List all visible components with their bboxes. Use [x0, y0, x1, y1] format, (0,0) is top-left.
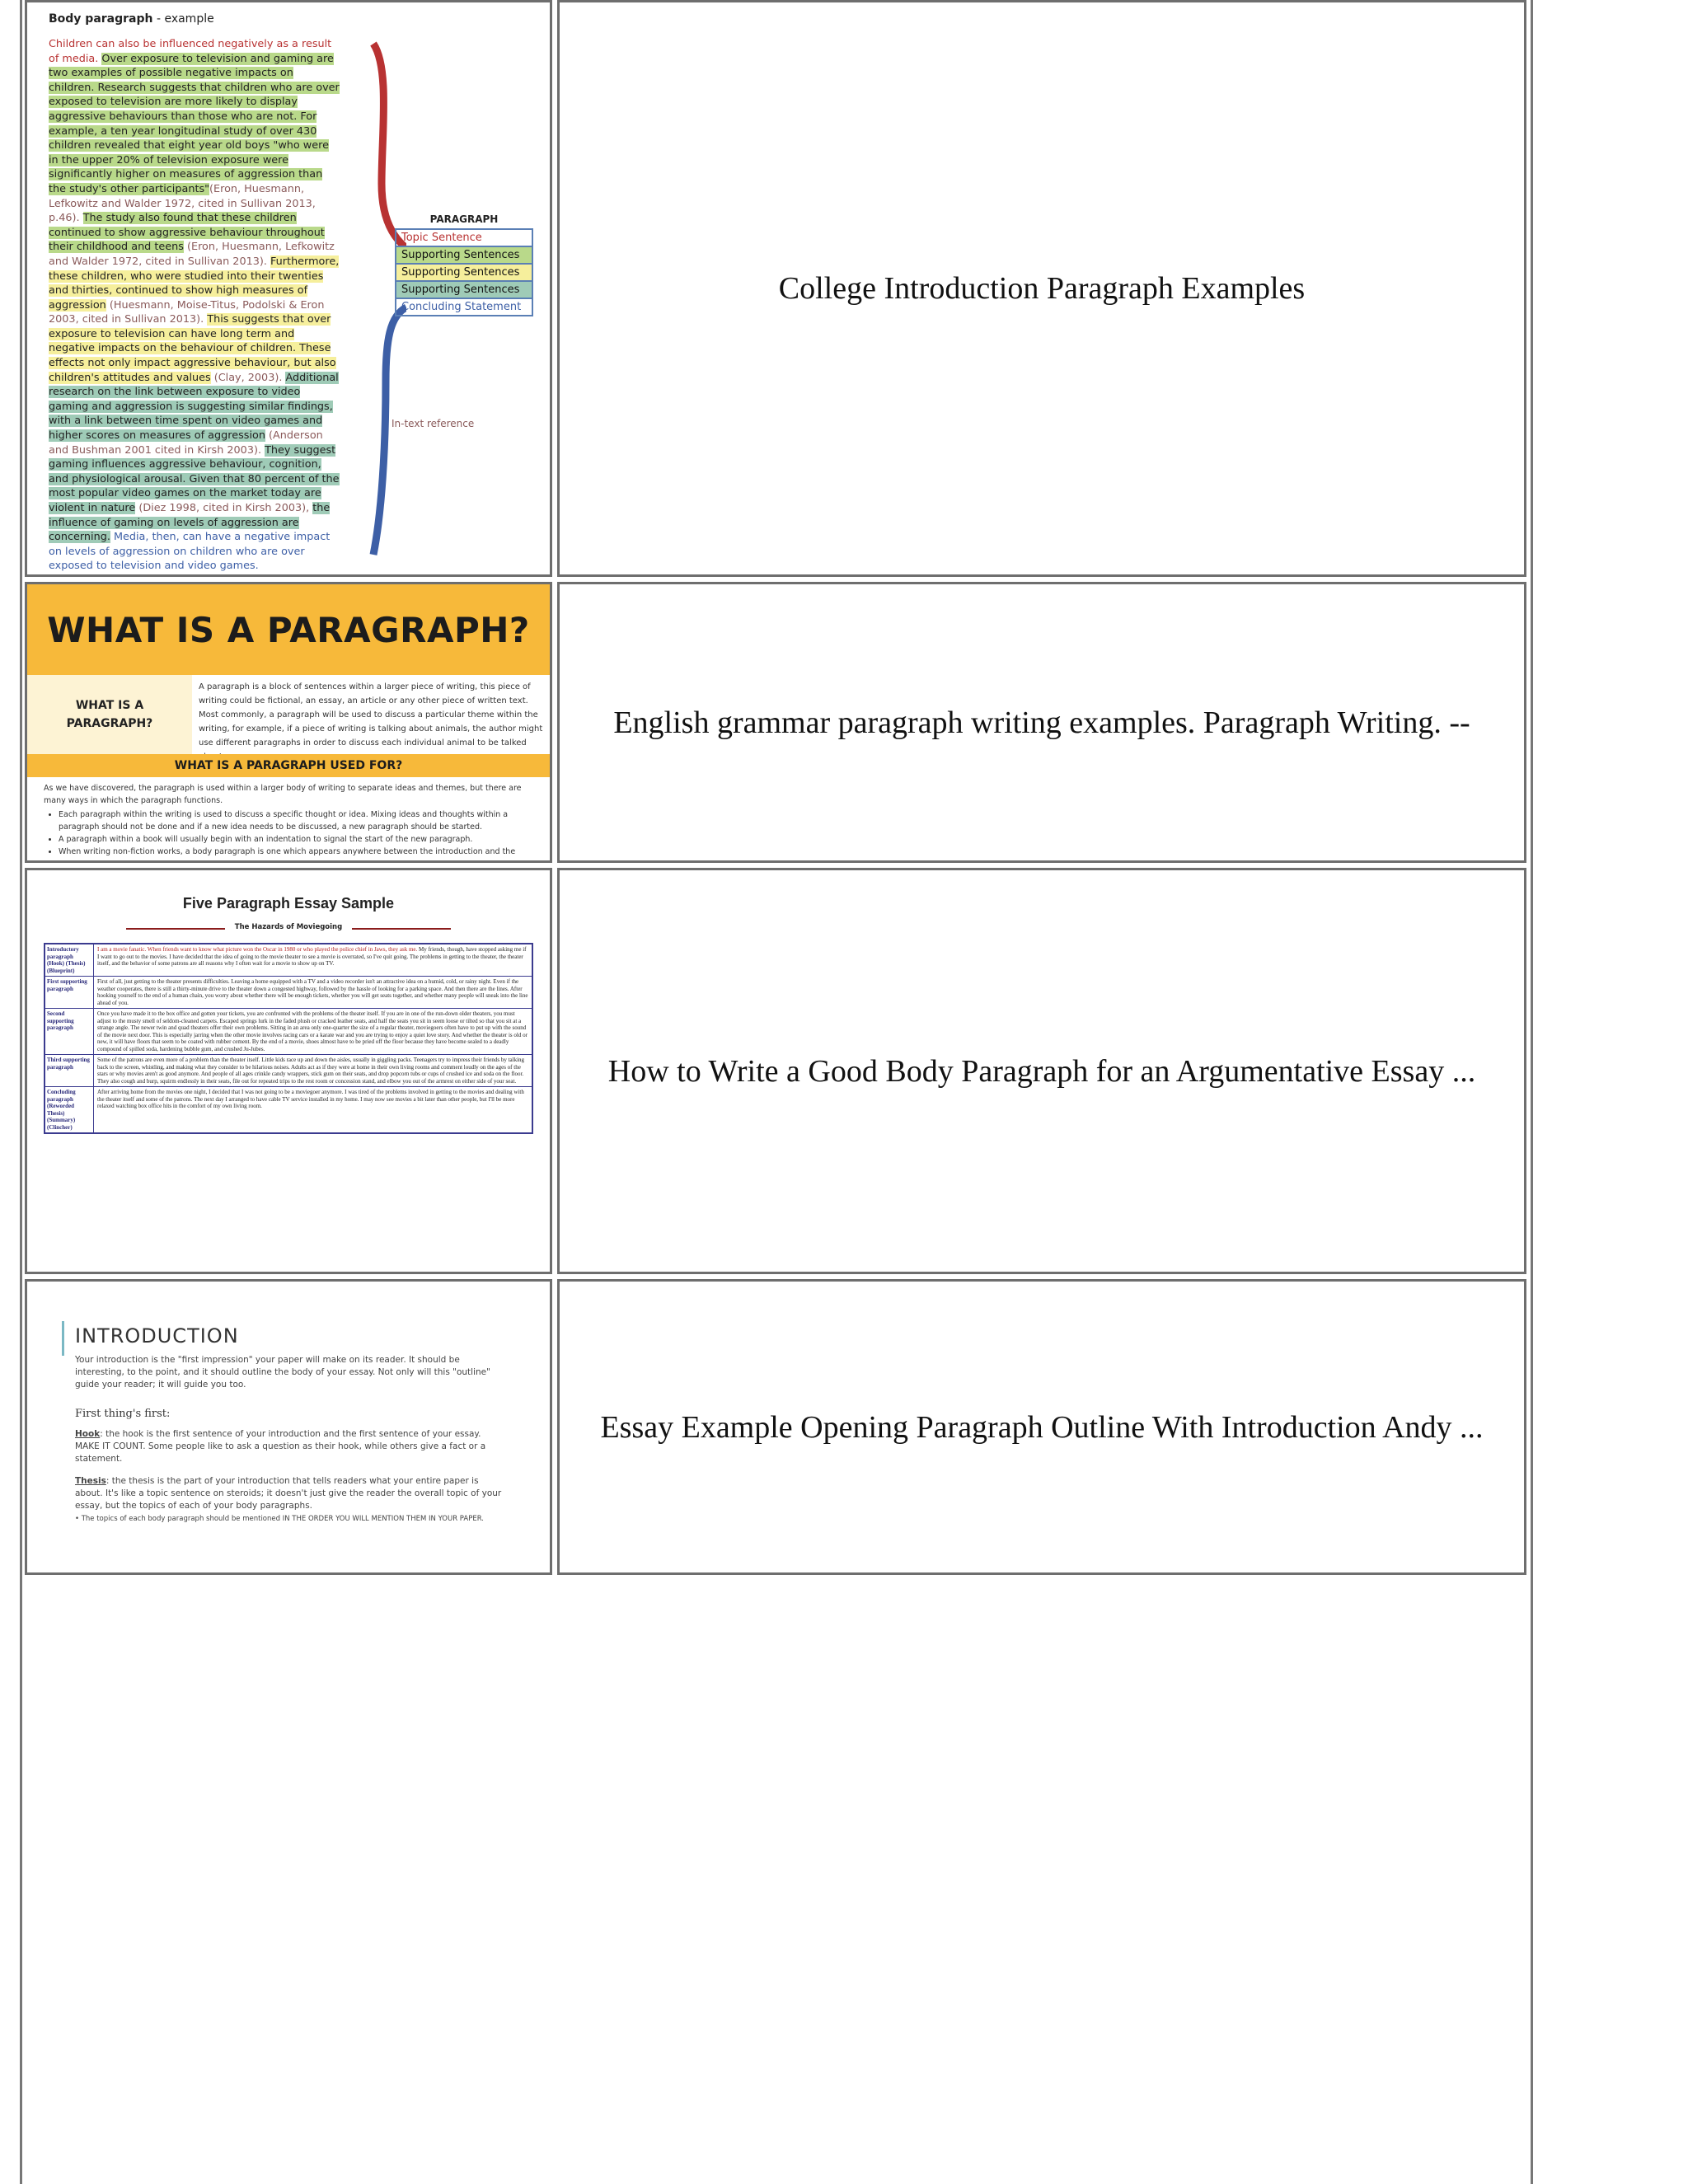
result-row — [25, 582, 1526, 863]
thumbnail-introduction-outline — [27, 1282, 550, 1572]
legend-item: Supporting Sentences — [395, 246, 533, 263]
result-caption[interactable]: Essay Example Opening Paragraph Outline With Introduction Andy ... — [600, 1409, 1484, 1445]
thumb-subtitle: The Hazards of Moviegoing — [126, 923, 451, 931]
result-row — [25, 0, 1526, 577]
result-image[interactable] — [25, 1279, 552, 1575]
result-caption-cell — [557, 0, 1526, 577]
result-caption[interactable]: English grammar paragraph writing examples. Paragraph Writing. -- — [613, 705, 1470, 740]
thumb-title: Body paragraph - example — [49, 12, 214, 26]
table-row: First supporting paragraph First of all, just getting to the theater presents difficulties. Leaving a home equipped with a TV and a video recorder isn't an attractive idea on a humid, cold, or rainy night. Even if the weather cooperates, there is still a thirty-minute drive to the theater down a congested highway, followed by the hassle of looking for a parking space. And then there are the lines. After hooking yourself to the end of a human chain, you worry about whether there will be enough tickets, whether you will get seats together, and whether many people will sneak into the line ahead of you. — [45, 977, 532, 1009]
legend-heading: PARAGRAPH — [429, 213, 499, 225]
result-image[interactable] — [25, 582, 552, 863]
thumb-paragraph: Children can also be influenced negatively as a result of media. Over exposure to television and gaming are two examples of possible negative impacts on children. Research suggests that children who are over exposed to television are more likely to display aggressive behaviours than those who are not. For example, a ten year longitudinal study of over 430 children revealed that eight year old boys "who were in the upper 20% of television exposure were significantly higher on measures of aggression than the study's other participants"(Eron, Huesmann, Lefkowitz and Walder 1972, cited in Sullivan 2013, p.46). The study also found that these children continued to show aggressive behaviour throughout their childhood and teens (Eron, Huesmann, Lefkowitz and Walder 1972, cited in Sullivan 2013). Furthermore, these children, who were studied into their twenties and thirties, continued to show high measures of aggression (Huesmann, Moise-Titus, Podolski & Eron 2003, cited in Sullivan 2013). This suggests that over exposure to television can have long term and negative impacts on the behaviour of children. These effects not only impact aggressive behaviour, but also children's attitudes and values (Clay, 2003). Additional research on the link between exposure to video gaming and aggression is suggesting similar findings, with a link between time spent on video games and higher scores on measures of aggression (Anderson and Bushman 2001 cited in Kirsh 2003). They suggest gaming influences aggressive behaviour, cognition, and physiological arousal. Given that 80 percent of the most popular video games on the market today are violent in nature (Diez 1998, cited in Kirsh 2003), the influence of gaming on levels of aggression are concerning. Media, then, can have a negative impact on levels of aggression on children who are over exposed to television and video games. — [49, 38, 340, 573]
thumb-heading: INTRODUCTION — [75, 1324, 239, 1347]
legend-item: Supporting Sentences — [395, 280, 533, 298]
legend-item: Topic Sentence — [395, 228, 533, 246]
table-row: Second supporting paragraph Once you have made it to the box office and gotten your tickets, you are confronted with the problems of the theater itself. If you are in one of the run-down older theaters, you must adjust to the musty smell of seldom-cleaned carpets. Escaped springs lurk in the faded plush or cracked leather seats, and half the seats you sit in seem loose or tilted so that you sit at a strange angle. The newer twin and quad theaters offer their own problems. Sitting in an area only one-quarter the size of a regular theater, moviegoers often have to put up with the sound of the movie next door. This is especially jarring when the other movie involves racing cars or a karate war and you are trying to enjoy a quiet love story. And whether the theater is old or new, it will have floors that seem to be coated with rubber cement. By the end of a movie, shoes almost have to be pried off the floor because they have become sealed to a deadly compound of spilled soda, hardening bubble gum, and crushed Ju-Jubes. — [45, 1009, 532, 1055]
thumb-body: Your introduction is the "first impression" your paper will make on its reader. It should be interesting, to the point, and it should outline the body of your essay. Not only will this "outline" guide your reader; it will guide you too. First thing's first: Hook: the hook is the first sentence of your introduction and the first sentence of your essay. MAKE IT COUNT. Some people like to ask a question as their hook, while others give a fact or a statement. Thesis: the thesis is the part of your introduction that tells readers what your entire paper is about. It's like a topic sentence on steroids; it doesn't just give the reader the overall topic of your essay, but the topics of each of your body paragraphs. • The topics of each body paragraph should be mentioned IN THE ORDER YOU WILL MENTION THEM IN YOUR PAPER. — [75, 1355, 502, 1523]
thumb-definition: A paragraph is a block of sentences within a larger piece of writing, this piece of writing could be fictional, an essay, an article or any other piece of written text. Most commonly, a paragraph will be used to discuss a particular theme within the writing, for example, if a piece of writing is talking about animals, the author might use different paragraphs in order to discuss each individual animal to be talked — [199, 682, 543, 748]
result-caption-cell — [557, 582, 1526, 863]
result-image[interactable] — [25, 0, 552, 577]
result-row — [25, 1279, 1526, 1575]
thumb-box: WHAT IS A PARAGRAPH? — [27, 675, 192, 754]
list-item: • When writing non-fiction works, a body paragraph is one which appears anywhere between the introduction and the — [59, 846, 538, 858]
result-caption-cell — [557, 1279, 1526, 1575]
in-text-reference-label: In-text reference — [392, 418, 475, 429]
thumbnail-what-is-a-paragraph — [27, 584, 550, 860]
thumb-banner: WHAT IS A PARAGRAPH? — [27, 584, 550, 675]
table-row: Concluding paragraph (Reworded Thesis) (Summary) (Clincher) After arriving home from the movies one night, I decided that I was not going to be a moviegoer anymore. I was tired of the problems involved in getting to the movies and dealing with the theater itself and some of the patrons. The next day I arranged to have cable TV service installed in my home. I may now see movies a bit later than other people, but I'll be more relaxed watching box office hits in the comfort of my own living room. — [45, 1087, 532, 1132]
table-row: Third supporting paragraph Some of the patrons are even more of a problem than the theater itself. Little kids race up and down the aisles, usually in giggling packs. Teenagers try to impress their friends by talking back to the screen, whistling, and making what they consider to be hilarious noises. Adults act as if they were at home in their own living rooms and comment loudly on the ages of the stars or why movies aren't as good anymore. And people of all ages crinkle candy wrappers, stick gum on their seats, and drop popcorn tubs or cups of crushed ice and soda on the floor. They also cough and burp, squirm endlessly in their seats, file out for repeated trips to the rest room or concession stand, and elbow you out of the armrest on either side of your seat. — [45, 1055, 532, 1087]
result-caption-cell — [557, 868, 1526, 1274]
thumbnail-five-paragraph-essay — [27, 870, 550, 1272]
paragraph-legend — [395, 213, 533, 316]
result-image[interactable] — [25, 868, 552, 1274]
table-row: Introductory paragraph (Hook) (Thesis) (Blueprint) I am a movie fanatic. When friends want to know what picture won the Oscar in 1980 or who played the police chief in Jaws, they ask me. My friends, though, have stopped asking me if I want to go out to the movies. I have decided that the idea of going to the movie theater to see a movie is overrated, so I've quit going. The problems in getting to the theater, the theater itself, and the behavior of some patrons are all reasons why I often wait for a movie to show up on TV. — [45, 944, 532, 977]
thumb-subheading: WHAT IS A PARAGRAPH USED FOR? — [27, 754, 550, 777]
result-row — [25, 868, 1526, 1274]
legend-item: Concluding Statement — [395, 298, 533, 316]
thumb-title: Five Paragraph Essay Sample — [182, 895, 395, 912]
essay-table — [44, 943, 533, 1134]
thumb-body: As we have discovered, the paragraph is used within a larger body of writing to separate ideas and themes, but there are many ways in which the paragraph functions. • Each paragraph within the writing is used to discuss a specific thought or idea. Mixing ideas and thoughts within a paragraph should not be done and if a new idea needs to be discussed, a new paragraph should be started. • A paragraph within a book will usually begin with an indentation to signal the start of the new paragraph. • When writing non-fiction works, a body paragraph is one which appears anywhere between the introduction and the — [44, 782, 538, 858]
result-caption[interactable]: College Introduction Paragraph Examples — [778, 271, 1306, 306]
list-item: • Each paragraph within the writing is used to discuss a specific thought or idea. Mixing ideas and thoughts within a paragraph should not be done and if a new idea needs to be discussed, a new paragraph should be started. — [59, 808, 538, 833]
thumbnail-body-paragraph-example — [27, 2, 550, 574]
result-caption[interactable]: How to Write a Good Body Paragraph for an Argumentative Essay ... — [607, 1053, 1476, 1089]
accent-bar — [62, 1321, 64, 1356]
legend-item: Supporting Sentences — [395, 263, 533, 280]
list-item: • A paragraph within a book will usually begin with an indentation to signal the start of the new paragraph. — [59, 833, 538, 846]
